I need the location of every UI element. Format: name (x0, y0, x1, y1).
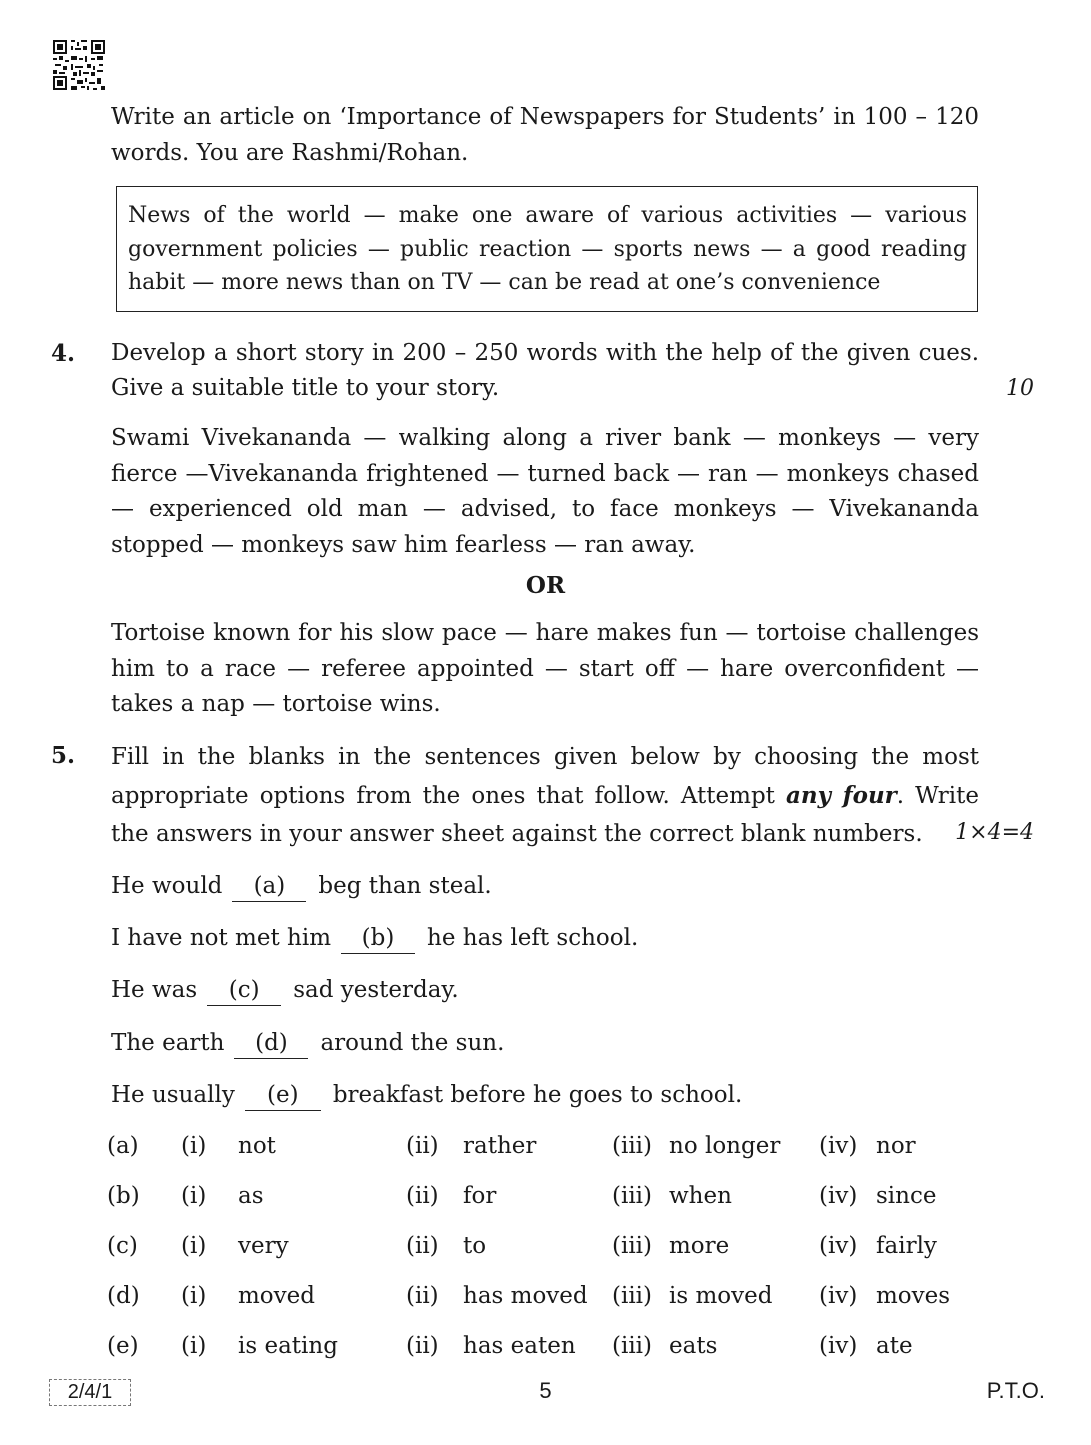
q3-article-prompt: Write an article on ‘Importance of Newspapers for Students’ in 100 – 120 words. You are Rashmi/Rohan. (111, 104, 979, 166)
blank-c: (c) (207, 975, 281, 1006)
q5-prompt: Fill in the blanks in the sentences given below by choosing the most appropriate options from the ones that follow. Attempt any four. Write the answers in your answer sheet against the correct blank numbers. (111, 744, 979, 847)
option-choice: to (463, 1233, 487, 1259)
option-numeral: (i) (181, 1233, 207, 1259)
option-numeral: (i) (181, 1333, 207, 1359)
option-choice: not (238, 1133, 276, 1159)
option-numeral: (iii) (612, 1283, 653, 1309)
option-choice: moved (238, 1283, 315, 1309)
option-numeral: (iv) (819, 1133, 858, 1159)
blank-d: (d) (234, 1028, 308, 1059)
option-choice: as (238, 1183, 264, 1209)
q4-prompt: Develop a short story in 200 – 250 words with the help of the given cues. Give a suitable title to your story. (111, 340, 979, 401)
option-row-label: (e) (107, 1333, 139, 1359)
option-row-label: (a) (107, 1133, 139, 1159)
option-choice: nor (876, 1133, 916, 1159)
blank-a: (a) (232, 871, 306, 902)
option-choice: no longer (669, 1133, 781, 1159)
option-numeral: (i) (181, 1133, 207, 1159)
option-numeral: (iv) (819, 1183, 858, 1209)
option-numeral: (iii) (612, 1233, 653, 1259)
option-choice: very (238, 1233, 289, 1259)
option-choice: when (669, 1183, 732, 1209)
qr-code-icon (53, 40, 105, 90)
q5-sentence-c: He was (c) sad yesterday. (111, 973, 459, 1007)
blank-e: (e) (245, 1080, 321, 1111)
q5-sentence-b: I have not met him (b) he has left school. (111, 921, 638, 955)
option-choice: has eaten (463, 1333, 576, 1359)
option-choice: has moved (463, 1283, 588, 1309)
paper-code: 2/4/1 (49, 1379, 131, 1406)
q4-cues-tortoise: Tortoise known for his slow pace — hare makes fun — tortoise challenges him to a race — referee appointed — start off — hare overconfident — takes a nap — tortoise wins. (111, 620, 979, 717)
option-numeral: (iv) (819, 1233, 858, 1259)
option-numeral: (ii) (406, 1183, 439, 1209)
option-numeral: (ii) (406, 1333, 439, 1359)
option-row-label: (d) (107, 1283, 140, 1309)
option-choice: since (876, 1183, 937, 1209)
option-choice: ate (876, 1333, 913, 1359)
q4-or-separator: OR (525, 572, 566, 599)
q5-marks: 1×4=4 (955, 820, 1034, 845)
option-choice: is moved (669, 1283, 773, 1309)
option-numeral: (ii) (406, 1283, 439, 1309)
q4-number: 4. (51, 340, 76, 367)
option-numeral: (iii) (612, 1333, 653, 1359)
blank-b: (b) (341, 923, 415, 954)
q5-sentence-a: He would (a) beg than steal. (111, 869, 492, 903)
q5-sentence-e: He usually (e) breakfast before he goes to school. (111, 1078, 742, 1112)
option-choice: more (669, 1233, 730, 1259)
option-numeral: (iv) (819, 1283, 858, 1309)
page-number: 5 (539, 1378, 552, 1403)
option-numeral: (i) (181, 1283, 207, 1309)
q5-sentence-d: The earth (d) around the sun. (111, 1026, 504, 1060)
option-numeral: (i) (181, 1183, 207, 1209)
q4-cues-vivekananda: Swami Vivekananda — walking along a river bank — monkeys — very fierce —Vivekananda frightened — turned back — ran — monkeys chased — experienced old man — advised, to face monkeys — Vivekananda stopped — monkeys saw him fearless — ran away. (111, 425, 979, 558)
option-numeral: (iv) (819, 1333, 858, 1359)
option-choice: eats (669, 1333, 718, 1359)
q4-marks: 10 (1006, 376, 1034, 401)
option-choice: rather (463, 1133, 537, 1159)
option-choice: is eating (238, 1333, 338, 1359)
option-choice: moves (876, 1283, 951, 1309)
option-numeral: (ii) (406, 1133, 439, 1159)
option-choice: fairly (876, 1233, 937, 1259)
option-numeral: (iii) (612, 1183, 653, 1209)
q5-number: 5. (51, 742, 76, 769)
option-row-label: (b) (107, 1183, 140, 1209)
option-numeral: (ii) (406, 1233, 439, 1259)
please-turn-over: P.T.O. (986, 1378, 1045, 1403)
q3-hints-box: News of the world — make one aware of various activities — various government policies — public reaction — sports news — a good reading habit — more news than on TV — can be read at one’s convenience (116, 186, 978, 312)
option-row-label: (c) (107, 1233, 138, 1259)
option-numeral: (iii) (612, 1133, 653, 1159)
option-choice: for (463, 1183, 497, 1209)
